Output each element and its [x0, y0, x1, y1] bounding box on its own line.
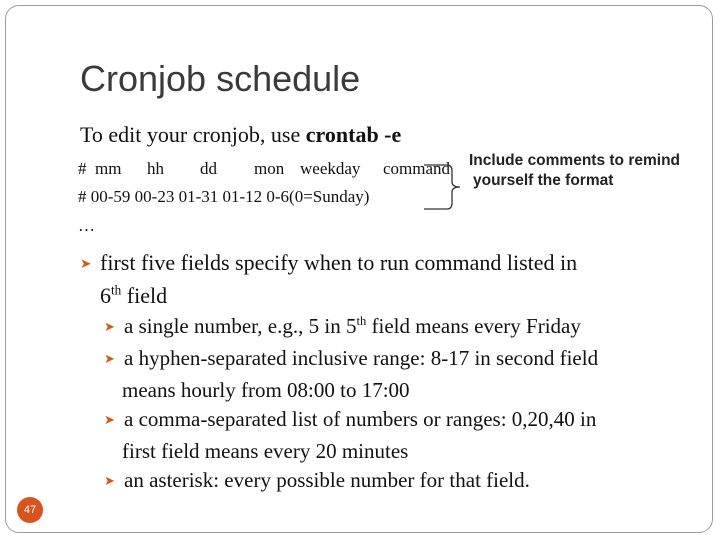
- bullet-arrow-icon: ➤: [104, 413, 115, 429]
- note-line-2: yourself the format: [473, 172, 614, 189]
- code-ranges-line: # 00-59 00-23 01-31 01-12 0-6(0=Sunday): [78, 187, 370, 206]
- code-field-dd: dd: [200, 159, 217, 178]
- sub-bullet-list: [104, 404, 684, 466]
- bullet-main-field: field: [121, 282, 168, 308]
- curly-brace-icon: [422, 160, 468, 212]
- code-field-mm: mm: [95, 159, 122, 178]
- sub-bullet-sup: th: [356, 314, 367, 328]
- intro-line: [80, 122, 401, 148]
- sub-bullet-asterisk: [104, 465, 684, 497]
- sub-bullet-text: an asterisk: every possible number for that field.: [124, 468, 530, 492]
- bullet-arrow-icon: ➤: [80, 255, 92, 272]
- sub-bullet-range: [104, 343, 684, 405]
- sub-bullet-text: first field means every 20 minutes: [122, 439, 409, 464]
- bullet-main-6: 6: [100, 282, 111, 308]
- code-field-hh: hh: [147, 159, 164, 178]
- code-ellipsis: …: [78, 216, 95, 235]
- sub-bullet-text: a single number, e.g., 5 in 5: [124, 314, 357, 338]
- bullet-arrow-icon: ➤: [104, 352, 115, 368]
- note-line-1: Include comments to remind: [469, 152, 681, 169]
- bullet-arrow-icon: ➤: [104, 320, 115, 336]
- bullet-main-line1: first five fields specify when to run command listed in: [100, 250, 578, 275]
- code-field-command: command: [383, 159, 451, 178]
- slide-title: Cronjob schedule: [80, 58, 361, 99]
- intro-text: To edit your cronjob, use: [80, 122, 306, 147]
- code-field-mon: mon: [254, 159, 285, 178]
- code-field-weekday: weekday: [300, 159, 361, 178]
- sub-bullet-single-number: [104, 311, 684, 343]
- sub-bullet-text: means hourly from 08:00 to 17:00: [122, 378, 410, 403]
- sub-bullet-text: a comma-separated list of numbers or ranges: 0,20,40 in: [124, 407, 597, 431]
- sub-bullet-text: field means every Friday: [366, 314, 581, 338]
- bullet-main: [80, 247, 680, 311]
- sub-bullet-text: a hyphen-separated inclusive range: 8-17 in second field: [124, 346, 599, 370]
- crontab-command: crontab -e: [305, 122, 402, 147]
- page-number-badge: 47: [17, 497, 43, 523]
- bullet-arrow-icon: ➤: [104, 474, 115, 490]
- format-comment-note: [469, 151, 680, 191]
- bullet-main-sup: th: [111, 282, 122, 298]
- code-hash: #: [78, 159, 87, 178]
